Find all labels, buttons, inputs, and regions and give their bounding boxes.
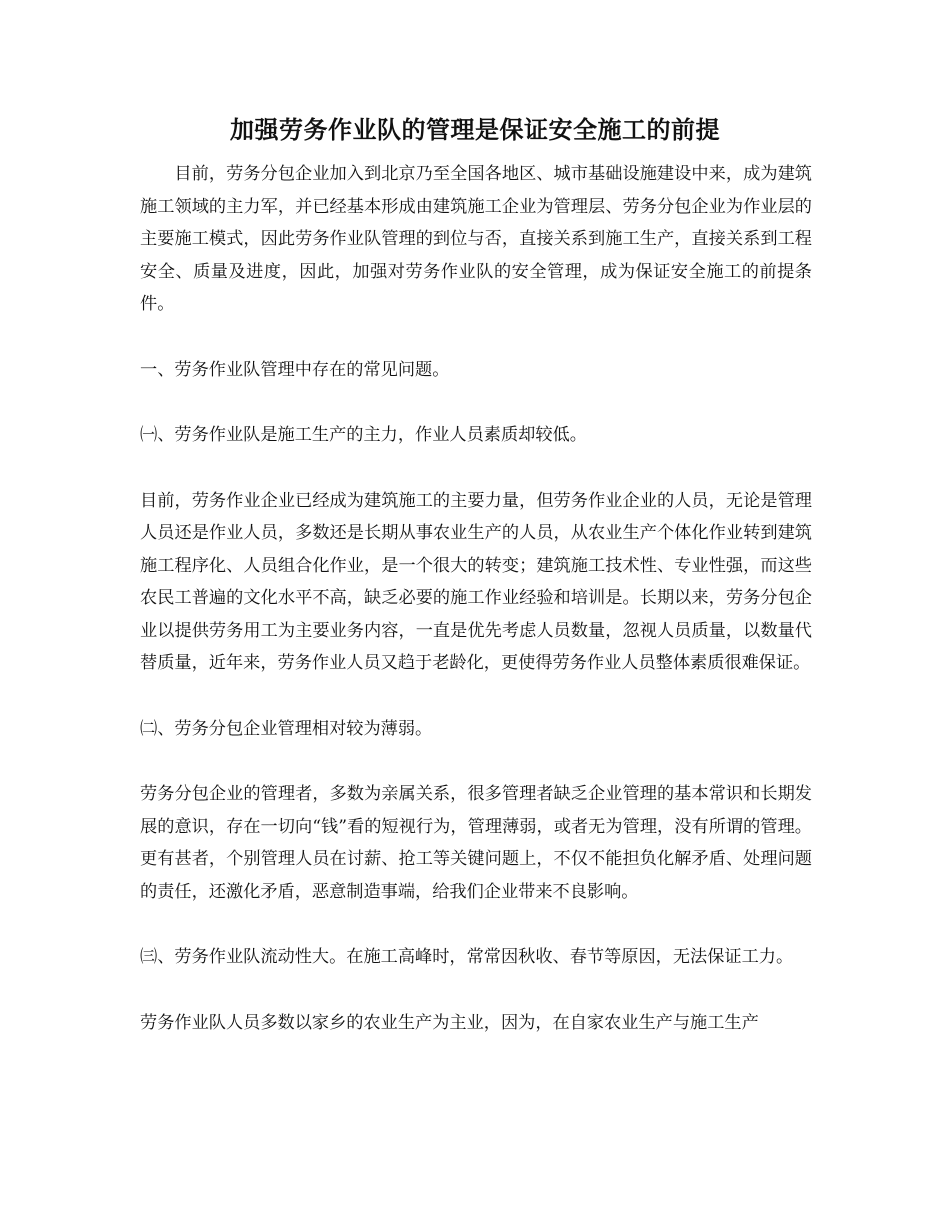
section-heading-1: 一、劳务作业队管理中存在的常见问题。 [140,359,450,380]
subsection-heading-1: ㈠、劳务作业队是施工生产的主力，作业人员素质却较低。 [140,425,587,445]
document-title: 加强劳务作业队的管理是保证安全施工的前提 [230,115,720,144]
document-body [140,158,812,1039]
subsection-heading-2: ㈡、劳务分包企业管理相对较为薄弱。 [140,718,433,739]
subsection-heading-3: ㈢、劳务作业队流动性大。在施工高峰时，常常因秋收、春节等原因，无法保证工力。 [140,947,794,967]
paragraph-intro: 目前，劳务分包企业加入到北京乃至全国各地区、城市基础设施建设中来，成为建筑施工领域的主力军，并已经基本形成由建筑施工企业为管理层、劳务分包企业为作业层的主要施工模式，因此劳务作业队管理的到位与否，直接关系到施工生产，直接关系到工程安全、质量及进度，因此，加强对劳务作业队的安全管理，成为保证安全施工的前提条件。 [140,164,812,314]
paragraph-mobility: 劳务作业队人员多数以家乡的农业生产为主业，因为，在自家农业生产与施工生产 [140,1012,759,1033]
paragraph-management-weak: 劳务分包企业的管理者，多数为亲属关系，很多管理者缺乏企业管理的基本常识和长期发展的意识，存在一切向“钱”看的短视行为，管理薄弱，或者无为管理，没有所谓的管理。更有甚者，个别管理人员在讨薪、抢工等关键问题上，不仅不能担负化解矛盾、处理问题的责任，还激化矛盾，恶意制造事端，给我们企业带来不良影响。 [140,784,812,902]
paragraph-workers-quality: 目前，劳务作业企业已经成为建筑施工的主要力量，但劳务作业企业的人员，无论是管理人员还是作业人员，多数还是长期从事农业生产的人员，从农业生产个体化作业转到建筑施工程序化、人员组合化作业，是一个很大的转变；建筑施工技术性、专业性强，而这些农民工普遍的文化水平不高，缺乏必要的施工作业经验和培训是。长期以来，劳务分包企业以提供劳务用工为主要业务内容，一直是优先考虑人员数量，忽视人员质量，以数量代替质量，近年来，劳务作业人员又趋于老龄化，更使得劳务作业人员整体素质很难保证。 [140,490,812,673]
